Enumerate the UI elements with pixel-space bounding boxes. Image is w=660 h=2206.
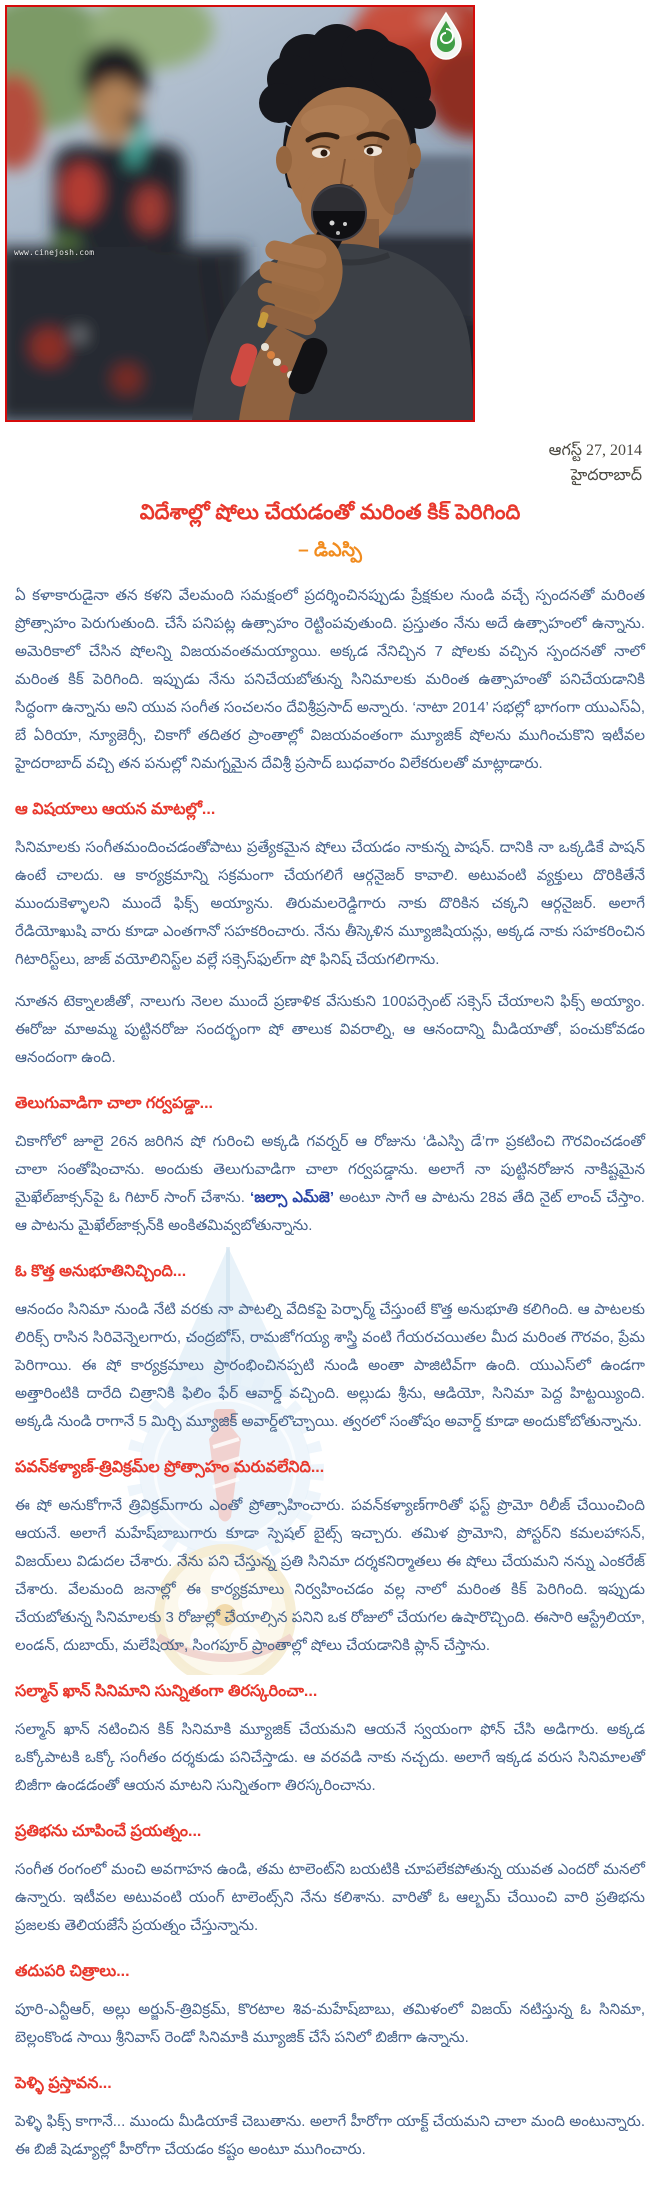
- text-segment: ఆనందం సినిమా నుండి నేటి వరకు నా పాటల్ని వేదికపై పెర్ఫార్మ్ చేస్తుంటే కొత్త అనుభూతి కలిగింది. ఆ పాటలకు లిరిక్స్ రాసిన సిరివెన్నెలగారు, చంద్రబోస్, రామజోగయ్య శాస్త్రి వంటి గేయరచయితల మీద మరింత గౌరవం, ప్రేమ పెరిగాయి. ఈ షో కార్యక్రమాలు ప్రారంభించినప్పటి నుండి అంతా పాజిటివ్‌గా ఉంది. యుఎస్‌లో ఉండగా అత్తారింటికి దారేది చిత్రానికి ఫిలిం ఫేర్ ఆవార్డ్ వచ్చింది. అల్లుడు శ్రీను, ఆడియో, సినిమా పెద్ద హిట్టయ్యింది. అక్కడి నుండి రాగానే 5 మిర్చి మ్యూజిక్ అవార్డ్‌లొచ్చాయి. త్వరలో సంతోషం అవార్డ్ కూడా అందుకోబోతున్నాను.: [15, 1301, 645, 1430]
- article-paragraph: [15, 582, 645, 778]
- article-location: హైదరాబాద్: [570, 467, 642, 484]
- article-paragraph: [15, 1716, 645, 1800]
- article-paragraph: [15, 1996, 645, 2052]
- section-heading: ప్రతిభను చూపించే ప్రయత్నం...: [15, 1823, 202, 1840]
- article-headline: విదేశాల్లో షోలు చేయడంతో మరింత కిక్ పెరిగింది: [139, 501, 521, 524]
- text-segment: పూరి-ఎన్టీఆర్, అల్లు అర్జున్-త్రివిక్రమ్, కొరటాల శివ-మహేష్‌బాబు, తమిళంలో విజయ్ నటిస్తున్న ఓ సినిమా, బెల్లంకొండ సాయి శ్రీనివాస్ రెండో సినిమాకి మ్యూజిక్ చేసే పనిలో బిజీగా ఉన్నాను.: [15, 2001, 645, 2046]
- text-segment: చికాగోలో జూలై 26న జరిగిన షో గురించి అక్కడి గవర్నర్ ఆ రోజును ‘డిఎస్పి డే’గా ప్రకటించి గౌరవించడంతో చాలా సంతోషించాను. అందుకు తెలుగువాడిగా చాలా గర్వపడ్డాను. అలాగే నా పుట్టినరోజున నాకిష్టమైన మైఖేల్‌జాక్సన్‌పై ఓ గిటార్ సాంగ్ చేశాను.: [15, 1133, 645, 1206]
- article-body: [15, 582, 645, 2206]
- article-date: ఆగస్ట్ 27, 2014: [548, 442, 642, 459]
- section-heading: సల్మాన్ ఖాన్ సినిమాని సున్నితంగా తిరస్కరించా...: [15, 1683, 318, 1700]
- article-paragraph: [15, 1128, 645, 1240]
- song-title-emphasis[interactable]: ‘జల్సా ఎమ్‌జె’: [250, 1189, 335, 1206]
- text-segment: పెళ్ళి ఫిక్స్ కాగానే... ముందు మీడియాకే చెబుతాను. అలాగే హీరోగా యాక్ట్ చేయమని చాలా మంది అంటున్నారు. ఈ బిజీ షెడ్యూల్లో హీరోగా చేయడం కష్టం అంటూ ముగించారు.: [15, 2113, 645, 2158]
- text-segment: అంటూ సాగే ఆ పాటను 28వ తేది నైట్ లాంచ్ చేస్తాం. ఆ పాటను మైఖేల్‌జాక్సన్‌కి అంకితమివ్వబోతున్నాను.: [15, 1189, 645, 1234]
- press-photo-graphic: [7, 7, 473, 420]
- headline-attribution: – డిఎస్పి: [298, 540, 362, 561]
- text-segment: సినిమాలకు సంగీతమందించడంతోపాటు ప్రత్యేకమైన షోలు చేయడం నాకున్న పాషన్. దానికి నా ఒక్కడికే పాషన్ ఉంటే చాలదు. ఆ కార్యక్రమాన్ని సక్రమంగా చేయగలిగే ఆర్గనైజర్ కావాలి. అటువంటి వ్యక్తులు దొరికితేనే ముందుకెళ్ళాలని ముందే ఫిక్స్ అయ్యాను. తిరుమలరెడ్డిగారు నాకు దొరికిన చక్కని ఆర్గనైజర్. అలాగే రేడియోఖుషి వారు కూడా ఎంతగానో సహకరించారు. నేను తీస్కెళిన మ్యూజిషియన్లు, అక్కడ నాకు సహకరించిన గిటారిస్ట్‌లు, జాజ్ వయోలినిస్ట్‌ల వల్లే సక్సెస్‌ఫుల్‌గా షో ఫినిష్ చేయగలిగాను.: [15, 839, 645, 968]
- article-paragraph: [15, 1856, 645, 1940]
- section-heading: ఆ విషయాలు ఆయన మాటల్లో...: [15, 801, 216, 818]
- article-paragraph: [15, 2108, 645, 2164]
- section-heading: పవన్‌కళ్యాణ్-త్రివిక్రమ్‌ల ప్రోత్సాహం మరువలేనిది...: [15, 1459, 325, 1476]
- article-paragraph: [15, 1492, 645, 1660]
- photo-watermark: www.cinejosh.com: [14, 248, 95, 257]
- article-paragraph: [15, 834, 645, 974]
- press-photo: [5, 5, 475, 422]
- dateline: [0, 438, 642, 488]
- section-heading: ఓ కొత్త అనుభూతినిచ్చింది...: [15, 1263, 187, 1280]
- text-segment: ఈ షో అనుకోగానే త్రివిక్రమ్‌గారు ఎంతో ప్రోత్సాహించారు. పవన్‌కళ్యాణ్‌గారితో ఫస్ట్ ప్రొమో రిలీజ్ చేయించింది ఆయనే. అలాగే మహేష్‌బాబుగారు కూడా స్పెషల్ బైట్స్ ఇచ్చారు. తమిళ ప్రొమోని, పోస్టర్‌ని కమలహాసన్, విజయ్‌లు విడుదల చేశారు. నేను పని చేస్తున్న ప్రతి సినిమా దర్శకనిర్మాతలు ఈ షోలు చేయమని నన్ను ఎంకరేజ్ చేశారు. వేలమంది జనాల్లో ఈ కార్యక్రమాలు నిర్వహించడం వల్ల నాలో మరింత కిక్ పెరిగింది. ఇప్పుడు చేయబోతున్న సినిమాలకు 3 రోజుల్లో చేయాల్సిన పనిని ఒక రోజులో చేయగల ఉషారొచ్చింది. ఈసారి ఆస్ట్రేలియా, లండన్, దుబాయ్, మలేషియా, సింగపూర్ ప్రాంతాల్లో షోలు చేయడానికి ప్లాన్ చేస్తాను.: [15, 1497, 645, 1654]
- text-segment: సల్మాన్ ఖాన్ నటించిన కిక్ సినిమాకి మ్యూజిక్ చేయమని ఆయనే స్వయంగా ఫోన్ చేసి అడిగారు. అక్కడ ఒక్కోపాటకి ఒక్కో సంగీతం దర్శకుడు పనిచేస్తాడు. ఆ వరవడి నాకు నచ్చదు. అలాగే ఇక్కడ వరుస సినిమాలతో బిజీగా ఉండడంతో ఆయన మాటని సున్నితంగా తిరస్కరించాను.: [15, 1721, 645, 1794]
- section-heading: తెలుగువాడిగా చాలా గర్వపడ్డా...: [15, 1095, 214, 1112]
- text-segment: ఏ కళాకారుడైనా తన కళని వేలమంది సమక్షంలో ప్రదర్శించినప్పుడు ప్రేక్షకుల నుండి వచ్చే స్పందనతో మరింత ప్రోత్సాహం పెరుగుతుంది. చేసే పనిపట్ల ఉత్సాహం రెట్టింపవుతుంది. ప్రస్తుతం నేను అదే ఉత్సాహంలో ఉన్నాను. అమెరికాలో చేసిన షోలన్ని విజయవంతమయ్యాయి. అక్కడ నేనిచ్చిన 7 షోలకు వచ్చిన స్పందనతో నాలో మరింత కిక్ పెరిగింది. ఇప్పుడు నేను పనిచేయబోతున్న సినిమాలకు మరింత ఉత్సాహంతో పనిచేయడానికి సిద్ధంగా ఉన్నాను అని యువ సంగీత సంచలనం దేవిశ్రీప్రసాద్ అన్నారు. ‘నాటా 2014’ సభల్లో భాగంగా యుఎస్ఏ, బే ఏరియా, న్యూజెర్సీ, చికాగో తదితర ప్రాంతాల్లో విజయవంతంగా మ్యూజిక్ షోలను ముగించుకొని ఇటీవల హైదరాబాద్ వచ్చి తన పనుల్లో నిమగ్నమైన దేవిశ్రీ ప్రసాద్ బుధవారం విలేకరులతో మాట్లాడారు.: [15, 587, 645, 772]
- article-paragraph: [15, 988, 645, 1072]
- text-segment: సంగీత రంగంలో మంచి అవగాహన ఉండి, తమ టాలెంట్‌ని బయటికి చూపలేకపోతున్న యువత ఎందరో మనలో ఉన్నారు. ఇటీవల అటువంటి యంగ్ టాలెంట్స్‌ని నేను కలిశాను. వారితో ఓ ఆల్బమ్ చేయించి వారి ప్రతిభను ప్రజలకు తెలియజేసే ప్రయత్నం చేస్తున్నాను.: [15, 1861, 645, 1934]
- article-paragraph: [15, 1296, 645, 1436]
- section-heading: తదుపరి చిత్రాలు...: [15, 1963, 130, 1980]
- text-segment: నూతన టెక్నాలజీతో, నాలుగు నెలల ముందే ప్రణాళిక వేసుకుని 100పర్సెంట్ సక్సెస్ చేయాలని ఫిక్స్ అయ్యాం. ఈరోజు మాఅమ్మ పుట్టినరోజు సందర్భంగా షో తాలుక వివరాల్ని, ఆ ఆనందాన్ని మీడియాతో, పంచుకోవడం ఆనందంగా ఉంది.: [15, 993, 645, 1066]
- section-heading: పెళ్ళి ప్రస్తావన...: [15, 2075, 112, 2092]
